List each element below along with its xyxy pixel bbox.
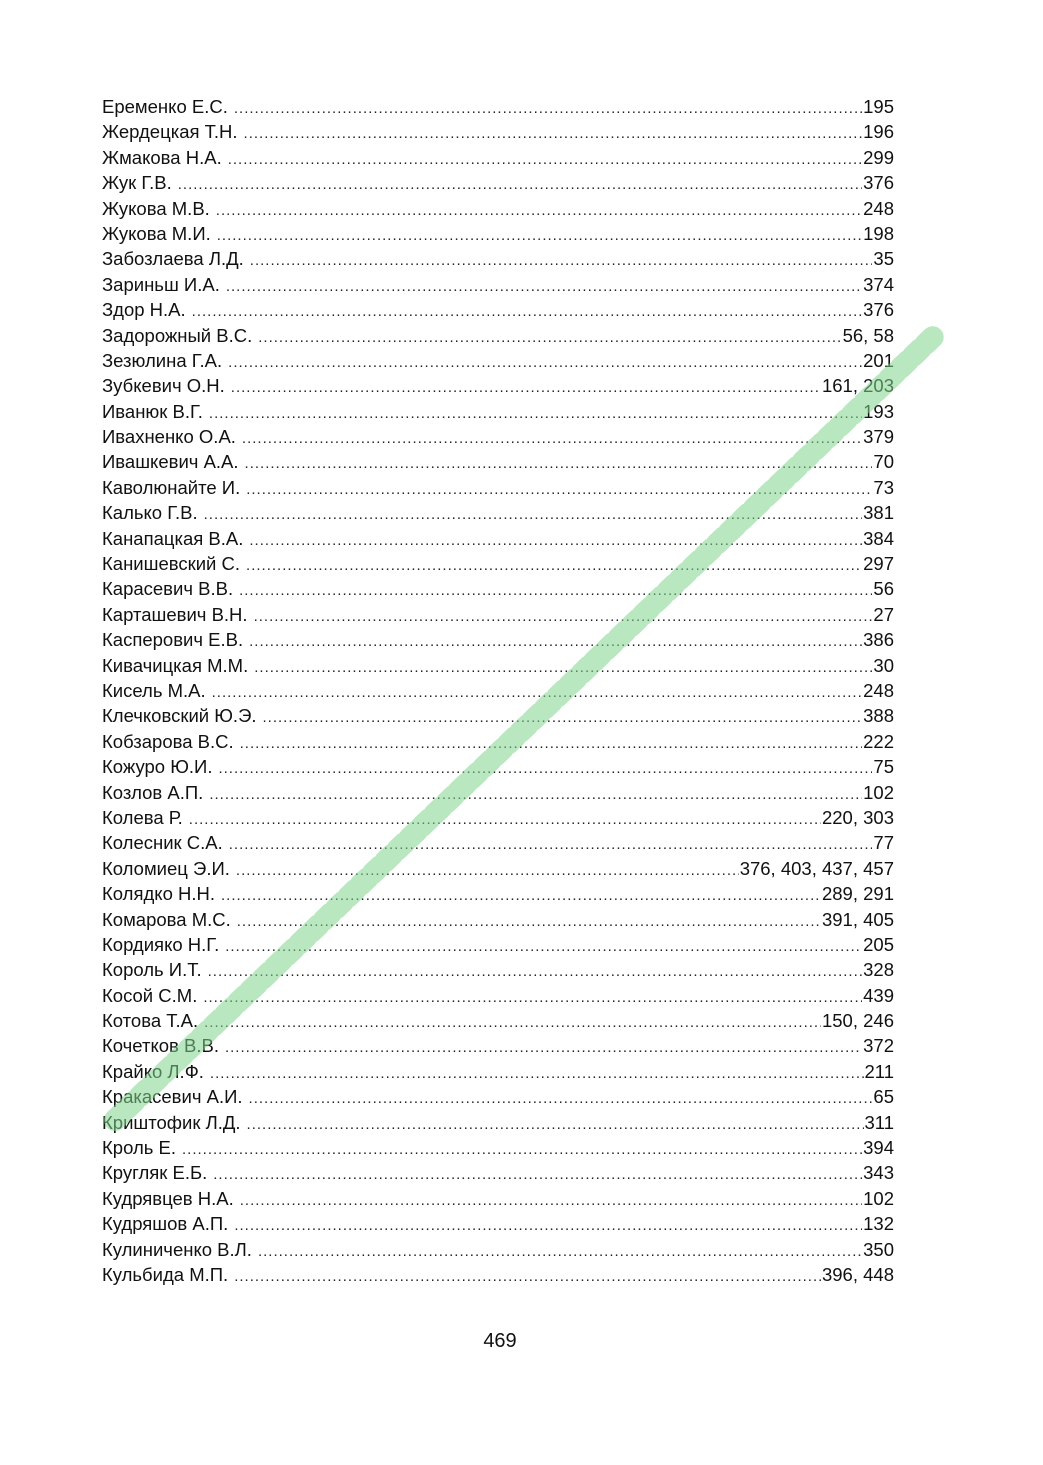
entry-pages: 27 (873, 603, 894, 625)
index-entry (102, 399, 894, 424)
dot-leader (225, 1035, 862, 1060)
entry-name: Кроль Е. (102, 1137, 176, 1159)
entry-name: Жукова М.И. (102, 222, 211, 244)
index-entry (102, 1211, 894, 1236)
entry-name: Задорожный В.С. (102, 324, 253, 346)
dot-leader (254, 655, 872, 680)
entry-name: Ивашкевич А.А. (102, 451, 239, 473)
index-entry (102, 627, 894, 652)
entry-pages: 220, 303 (821, 806, 894, 828)
entry-pages: 376, 403, 437, 457 (739, 857, 894, 879)
dot-leader (216, 198, 862, 223)
entry-pages: 379 (863, 426, 894, 448)
entry-name: Клечковский Ю.Э. (102, 705, 257, 727)
entry-pages: 396, 448 (821, 1263, 894, 1285)
dot-leader (239, 578, 872, 603)
entry-pages: 311 (864, 1111, 894, 1133)
index-entry (102, 653, 894, 678)
index-entry (102, 907, 894, 932)
index-entry (102, 932, 894, 957)
author-index-list (102, 94, 894, 1287)
dot-leader (204, 1010, 821, 1035)
index-entry (102, 1008, 894, 1033)
entry-pages: 376 (863, 172, 894, 194)
entry-name: Комарова М.С. (102, 908, 231, 930)
entry-name: Кругляк Е.Б. (102, 1162, 208, 1184)
entry-pages: 150, 246 (821, 1010, 894, 1032)
index-entry (102, 323, 894, 348)
entry-pages: 372 (863, 1035, 894, 1057)
entry-pages: 56, 58 (842, 324, 894, 346)
entry-name: Кордияко Н.Г. (102, 933, 220, 955)
entry-name: Жукова М.В. (102, 197, 210, 219)
entry-name: Козлов А.П. (102, 781, 204, 803)
dot-leader (228, 350, 862, 375)
index-entry (102, 754, 894, 779)
entry-name: Колесник С.А. (102, 832, 223, 854)
dot-leader (221, 883, 821, 908)
dot-leader (229, 832, 873, 857)
index-entry (102, 576, 894, 601)
dot-leader (237, 909, 821, 934)
index-entry (102, 373, 894, 398)
entry-pages: 299 (863, 146, 894, 168)
index-entry (102, 1237, 894, 1262)
dot-leader (258, 325, 841, 350)
index-entry (102, 1135, 894, 1160)
entry-pages: 289, 291 (821, 883, 894, 905)
dot-leader (245, 451, 873, 476)
entry-pages: 297 (863, 553, 894, 575)
entry-name: Кобзарова В.С. (102, 730, 234, 752)
entry-name: Кисель М.А. (102, 679, 206, 701)
entry-pages: 350 (863, 1238, 894, 1260)
dot-leader (225, 934, 862, 959)
entry-pages: 30 (873, 654, 894, 676)
entry-name: Зубкевич О.Н. (102, 375, 225, 397)
dot-leader (246, 477, 872, 502)
index-entry (102, 221, 894, 246)
index-entry (102, 119, 894, 144)
entry-pages: 161, 203 (821, 375, 894, 397)
entry-pages: 376 (863, 299, 894, 321)
entry-name: Котова Т.А. (102, 1010, 199, 1032)
index-entry (102, 780, 894, 805)
entry-pages: 343 (863, 1162, 894, 1184)
entry-name: Кульбида М.П. (102, 1263, 229, 1285)
entry-name: Калько Г.В. (102, 502, 198, 524)
index-entry (102, 1110, 894, 1135)
dot-leader (234, 1264, 821, 1289)
entry-name: Король И.Т. (102, 959, 202, 981)
entry-pages: 193 (863, 400, 894, 422)
entry-pages: 205 (863, 933, 894, 955)
dot-leader (213, 1162, 862, 1187)
dot-leader (204, 502, 863, 527)
entry-pages: 394 (863, 1137, 894, 1159)
entry-name: Кудряшов А.П. (102, 1213, 229, 1235)
index-entry (102, 196, 894, 221)
entry-pages: 65 (873, 1086, 894, 1108)
entry-name: Здор Н.А. (102, 299, 186, 321)
entry-name: Кудрявцев Н.А. (102, 1187, 234, 1209)
entry-name: Карасевич В.В. (102, 578, 234, 600)
dot-leader (240, 1188, 862, 1213)
index-entry (102, 678, 894, 703)
index-entry (102, 1160, 894, 1185)
entry-name: Косой С.М. (102, 984, 198, 1006)
dot-leader (182, 1137, 862, 1162)
dot-leader (212, 680, 862, 705)
entry-pages: 70 (873, 451, 894, 473)
dot-leader (209, 401, 862, 426)
dot-leader (246, 553, 862, 578)
entry-name: Иванюк В.Г. (102, 400, 203, 422)
index-entry (102, 475, 894, 500)
entry-name: Кочетков В.В. (102, 1035, 219, 1057)
dot-leader (240, 731, 862, 756)
entry-pages: 211 (864, 1060, 894, 1082)
index-entry (102, 246, 894, 271)
entry-pages: 328 (863, 959, 894, 981)
dot-leader (242, 426, 862, 451)
index-entry (102, 551, 894, 576)
entry-pages: 439 (863, 984, 894, 1006)
entry-pages: 198 (863, 222, 894, 244)
entry-name: Жердецкая Т.Н. (102, 121, 238, 143)
entry-name: Криштофик Л.Д. (102, 1111, 241, 1133)
index-entry (102, 983, 894, 1008)
dot-leader (218, 756, 872, 781)
index-entry (102, 1262, 894, 1287)
dot-leader (234, 96, 862, 121)
entry-name: Колядко Н.Н. (102, 883, 215, 905)
entry-name: Канапацкая В.А. (102, 527, 244, 549)
entry-name: Канишевский С. (102, 553, 241, 575)
entry-name: Кожуро Ю.И. (102, 756, 213, 778)
entry-name: Забозлаева Л.Д. (102, 248, 244, 270)
index-entry (102, 449, 894, 474)
entry-name: Коломиец Э.И. (102, 857, 230, 879)
index-entry (102, 881, 894, 906)
dot-leader (263, 705, 863, 730)
dot-leader (231, 375, 821, 400)
entry-name: Каволюнайте И. (102, 476, 241, 498)
dot-leader (217, 223, 862, 248)
entry-name: Кулиниченко В.Л. (102, 1238, 252, 1260)
dot-leader (203, 985, 862, 1010)
index-entry (102, 297, 894, 322)
entry-name: Жук Г.В. (102, 172, 172, 194)
index-entry (102, 830, 894, 855)
entry-pages: 196 (863, 121, 894, 143)
entry-name: Еременко Е.С. (102, 96, 228, 117)
index-entry (102, 1033, 894, 1058)
entry-name: Зариньш И.А. (102, 273, 220, 295)
page-number: 469 (483, 1330, 517, 1352)
entry-pages: 77 (873, 832, 894, 854)
index-entry (102, 602, 894, 627)
entry-name: Жмакова Н.А. (102, 146, 222, 168)
index-entry (102, 805, 894, 830)
dot-leader (236, 858, 739, 883)
entry-pages: 386 (863, 629, 894, 651)
entry-pages: 248 (863, 679, 894, 701)
entry-pages: 381 (863, 502, 894, 524)
dot-leader (250, 248, 873, 273)
entry-pages: 391, 405 (821, 908, 894, 930)
index-entry (102, 526, 894, 551)
index-entry (102, 1186, 894, 1211)
index-entry (102, 1059, 894, 1084)
entry-pages: 102 (863, 781, 894, 803)
index-entry (102, 703, 894, 728)
entry-pages: 102 (863, 1187, 894, 1209)
index-entry (102, 145, 894, 170)
entry-pages: 73 (873, 476, 894, 498)
index-entry (102, 1084, 894, 1109)
entry-pages: 374 (863, 273, 894, 295)
entry-name: Колева Р. (102, 806, 183, 828)
entry-pages: 195 (863, 96, 894, 117)
dot-leader (244, 121, 863, 146)
dot-leader (228, 147, 862, 172)
dot-leader (210, 1061, 864, 1086)
dot-leader (226, 274, 862, 299)
dot-leader (258, 1239, 862, 1264)
entry-name: Касперович Е.В. (102, 629, 244, 651)
entry-name: Зезюлина Г.А. (102, 349, 223, 371)
index-entry (102, 170, 894, 195)
index-entry (102, 729, 894, 754)
index-entry (102, 500, 894, 525)
entry-name: Карташевич В.Н. (102, 603, 248, 625)
dot-leader (178, 172, 862, 197)
dot-leader (192, 299, 862, 324)
entry-pages: 222 (863, 730, 894, 752)
entry-name: Крайко Л.Ф. (102, 1060, 204, 1082)
entry-pages: 248 (863, 197, 894, 219)
index-entry (102, 957, 894, 982)
entry-pages: 201 (863, 349, 894, 371)
entry-name: Ивахненко О.А. (102, 426, 236, 448)
entry-name: Кракасевич А.И. (102, 1086, 243, 1108)
dot-leader (249, 629, 862, 654)
entry-pages: 35 (873, 248, 894, 270)
index-entry (102, 348, 894, 373)
entry-pages: 384 (863, 527, 894, 549)
dot-leader (249, 1086, 873, 1111)
dot-leader (208, 959, 862, 984)
entry-pages: 132 (863, 1213, 894, 1235)
dot-leader (247, 1112, 864, 1137)
dot-leader (209, 782, 862, 807)
index-entry (102, 424, 894, 449)
dot-leader (254, 604, 873, 629)
index-entry (102, 94, 894, 119)
entry-pages: 75 (873, 756, 894, 778)
entry-pages: 56 (873, 578, 894, 600)
index-entry (102, 856, 894, 881)
dot-leader (249, 528, 862, 553)
dot-leader (234, 1213, 862, 1238)
dot-leader (189, 807, 821, 832)
entry-name: Кивачицкая М.М. (102, 654, 249, 676)
index-entry (102, 272, 894, 297)
entry-pages: 388 (863, 705, 894, 727)
